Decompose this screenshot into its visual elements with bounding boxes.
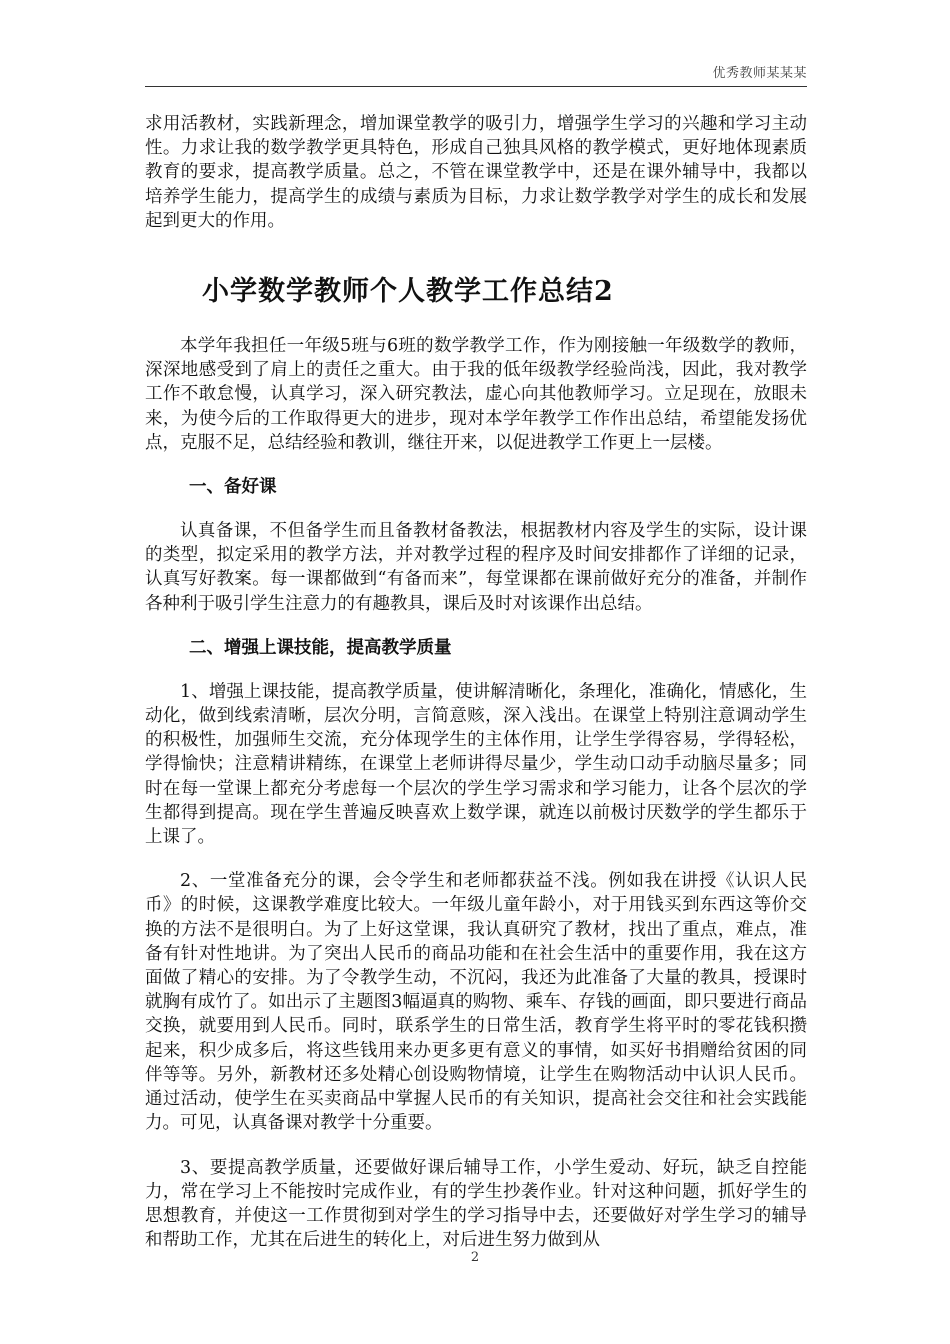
section-2-paragraph-1: 1、增强上课技能，提高教学质量，使讲解清晰化，条理化，准确化，情感化，生动化，做到线索清晰，层次分明，言简意赅，深入浅出。在课堂上特别注意调动学生的积极性，加强师生交流，充分体现学生的主体作用，让学生学得容易，学得轻松，学得愉快；注意精讲精练，在课堂上老师讲得尽量少，学生动口动手动脑尽量多；同时在每一堂课上都充分考虑每一个层次的学生学习需求和学习能力，让各个层次的学生都得到提高。现在学生普遍反映喜欢上数学课，就连以前极讨厌数学的学生都乐于上课了。 [145,681,807,848]
section-heading-2: 二、增强上课技能，提高教学质量 [189,637,452,658]
page-number: 2 [470,1250,480,1265]
section-2-paragraph-3: 3、要提高教学质量，还要做好课后辅导工作，小学生爱动、好玩，缺乏自控能力，常在学习上不能按时完成作业，有的学生抄袭作业。针对这种问题，抓好学生的思想教育，并使这一工作贯彻到对学生的学习指导中去，还要做好对学生学习的辅导和帮助工作，尤其在后进生的转化上，对后进生努力做到从 [145,1157,807,1251]
opening-paragraph: 本学年我担任一年级5班与6班的数学教学工作，作为刚接触一年级数学的教师，深深地感受到了肩上的责任之重大。由于我的低年级教学经验尚浅，因此，我对教学工作不敢怠慢，认真学习，深入研究教法，虚心向其他教师学习。立足现在，放眼未来，为使今后的工作取得更大的进步，现对本学年教学工作作出总结，希望能发扬优点，克服不足，总结经验和教训，继往开来，以促进教学工作更上一层楼。 [145,336,807,453]
document-title: 小学数学教师个人教学工作总结2 [202,276,614,308]
section-2-paragraph-2: 2、一堂准备充分的课，会令学生和老师都获益不浅。例如我在讲授《认识人民币》的时候，这课教学难度比较大。一年级儿童年龄小，对于用钱买到东西这等价交换的方法不是很明白。为了上好这堂课，我认真研究了教材，找出了重点，难点，准备有针对性地讲。为了突出人民币的商品功能和在社会生活中的重要作用，我在这方面做了精心的安排。为了令教学生动，不沉闷，我还为此准备了大量的教具，授课时就胸有成竹了。如出示了主题图3幅逼真的购物、乘车、存钱的画面，即只要进行商品交换，就要用到人民币。同时，联系学生的日常生活，教育学生将平时的零花钱积攒起来，积少成多后，将这些钱用来办更多更有意义的事情，如买好书捐赠给贫困的同伴等等。另外，新教材还多处精心创设购物情境，让学生在购物活动中认识人民币。通过活动，使学生在买卖商品中掌握人民币的有关知识，提高社会交往和社会实践能力。可见，认真备课对教学十分重要。 [145,871,807,1134]
section-1-paragraph: 认真备课，不但备学生而且备教材备教法，根据教材内容及学生的实际，设计课的类型，拟定采用的教学方法，并对教学过程的程序及时间安排都作了详细的记录，认真写好教案。每一课都做到“有备而来”，每堂课都在课前做好充分的准备，并制作各种利于吸引学生注意力的有趣教具，课后及时对该课作出总结。 [145,521,807,614]
header-author: 优秀教师某某某 [712,66,807,81]
section-heading-1: 一、备好课 [189,477,277,498]
intro-paragraph: 求用活教材，实践新理念，增加课堂教学的吸引力，增强学生学习的兴趣和学习主动性。力求让我的数学教学更具特色，形成自己独具风格的教学模式，更好地体现素质教育的要求，提高教学质量。总之，不管在课堂教学中，还是在课外辅导中，我都以培养学生能力，提高学生的成绩与素质为目标，力求让数学教学对学生的成长和发展起到更大的作用。 [145,114,807,231]
page-header [145,52,807,87]
document-body [145,112,807,1252]
